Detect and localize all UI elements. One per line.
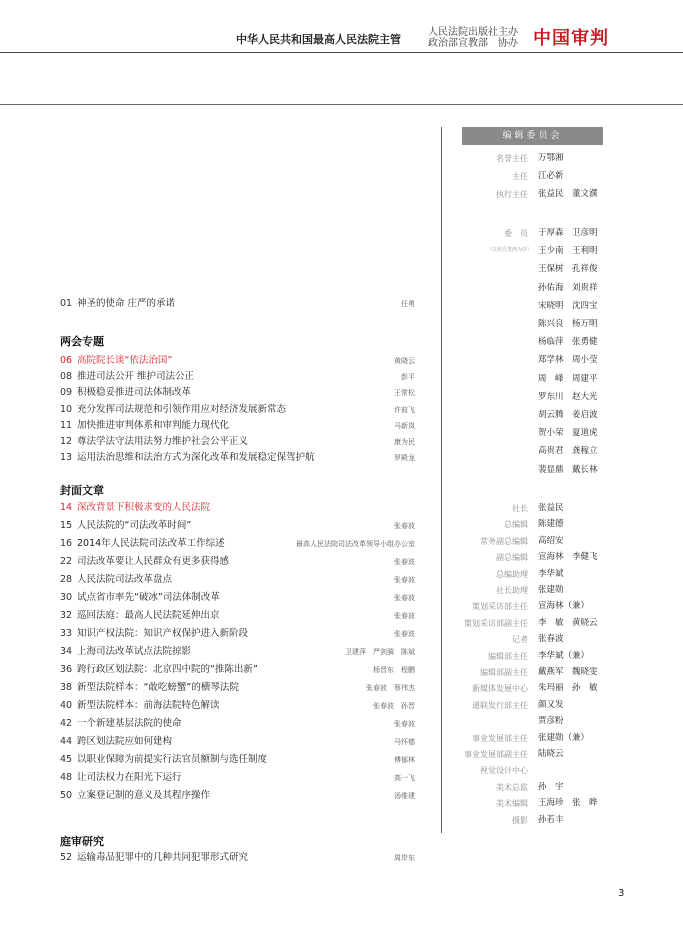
board-names: 胡云腾 姜启波 [538,410,598,420]
board-names: 贺小荣 夏道虎 [538,428,598,439]
toc-entry[interactable] [60,403,415,417]
toc-author: 罗殿龙 [394,454,415,463]
toc-author: 张春波 [394,594,415,602]
toc-title[interactable]: 巡回法庭：最高人民法院延伸出京 [77,610,220,621]
toc-title[interactable]: 试点省市率先“破冰”司法体制改革 [77,592,220,603]
board-role: 委 员 [504,229,528,238]
toc-author: 最高人民法院司法改革领导小组办公室 [296,540,415,548]
toc-entry[interactable] [60,681,415,695]
toc-title[interactable]: 充分发挥司法规范和引领作用应对经济发展新常态 [77,403,287,415]
toc-entry[interactable] [60,573,415,587]
toc-title[interactable]: 人民法院司法改革盘点 [77,574,173,585]
toc-page: 14 [60,502,73,513]
toc-entry[interactable] [60,645,415,659]
toc-entry[interactable] [60,851,415,865]
toc-page: 01 [60,298,73,309]
board-names: 李 敏 黄晓云 [538,617,598,628]
toc-author: 张春波 孙晋 [373,702,415,710]
toc-title[interactable]: 尊法学法守法用法努力维护社会公平正义 [77,436,249,447]
board-role: 美术总监 [496,782,528,792]
toc-page: 34 [60,646,73,657]
section-heading: 封面文章 [60,484,104,497]
board-names: 张益民 董文濮 [538,189,598,199]
toc-title[interactable]: 立案登记制的意义及其程序操作 [77,790,211,801]
board-role: 视觉设计中心 [480,766,528,776]
board-names: 李华斌（兼） [538,650,590,661]
toc-entry[interactable] [60,519,415,533]
toc-page: 13 [60,452,73,464]
toc-entry[interactable] [60,354,415,368]
board-names: 高绍安 [538,535,564,546]
toc-author: 张春波 [394,720,415,728]
board-names: 郑学林 周小莹 [538,355,598,366]
toc-entry[interactable] [60,591,415,605]
toc-entry[interactable] [60,753,415,767]
board-names: 孙佑海 刘贵祥 [538,282,598,293]
board-names: 颜又发 [538,699,564,710]
toc-title[interactable]: 深改背景下积极求变的人民法院 [77,502,211,513]
toc-entry[interactable] [60,297,415,311]
board-role: 常务副总编辑 [480,536,528,546]
board-role: 策划采访部主任 [472,602,528,612]
toc-page: 30 [60,592,73,603]
toc-author: 许前飞 [394,405,415,414]
board-role: 副总编辑 [496,553,528,563]
toc-entry[interactable] [60,735,415,749]
toc-entry[interactable] [60,609,415,623]
toc-title[interactable]: 以职业保障为前提实行法官员额制与选任制度 [77,754,268,765]
toc-entry[interactable] [60,555,415,569]
toc-title[interactable]: 上海司法改革试点法院掠影 [77,646,192,657]
board-role: 事业发展部主任 [472,733,528,743]
toc-author: 杨晋东 程鹏 [373,666,415,674]
board-role: 编辑部主任 [488,651,528,661]
board-names: 张建勋（兼） [538,732,590,743]
toc-entry[interactable] [60,789,415,803]
toc-entry[interactable] [60,699,415,713]
toc-entry[interactable] [60,435,415,449]
toc-entry[interactable] [60,451,415,465]
board-role: 总编助理 [496,569,528,579]
toc-page: 11 [60,419,73,431]
toc-title[interactable]: 新型法院样本：前海法院特色解读 [77,700,220,711]
toc-author: 张春波 [394,630,415,638]
toc-title[interactable]: 新型法院样本：“敢吃螃蟹”的横琴法院 [77,682,239,693]
toc-title[interactable]: 加快推进审判体系和审判能力现代化 [77,419,230,431]
toc-title[interactable]: 神圣的使命 庄严的承诺 [77,298,176,309]
board-names: 陆晓云 [538,749,564,759]
header-divider-2 [0,104,683,105]
toc-entry[interactable] [60,370,415,384]
toc-page: 48 [60,772,73,783]
board-role: 社长助理 [496,586,528,595]
board-role: 记者 [512,635,528,645]
toc-page: 16 [60,538,73,549]
board-names: 高贵君 龚稼立 [538,446,598,457]
board-names: 朱玛丽 孙 敏 [538,683,598,694]
toc-entry[interactable] [60,663,415,677]
board-names: 裴显鼎 戴长林 [538,464,598,475]
toc-page: 38 [60,682,73,693]
toc-author: 黄晓云 [394,357,415,365]
column-divider [441,127,442,833]
toc-page: 44 [60,736,73,747]
publisher-line-2: 政治部宣教部 协办 [428,38,518,49]
toc-author: 王常松 [394,389,415,398]
toc-page: 10 [60,403,73,415]
board-names: 张建勋 [538,585,564,595]
board-names: 王少南 王利明 [538,246,598,257]
sort-note: （以姓氏笔画为序） [487,247,533,253]
board-role: 名誉主任 [496,154,528,163]
toc-entry[interactable] [60,627,415,641]
toc-page: 28 [60,574,73,585]
toc-entry[interactable] [60,771,415,785]
toc-entry[interactable] [60,717,415,731]
toc-page: 06 [60,355,73,366]
header-divider [0,52,683,53]
toc-title[interactable]: 推进司法公开 维护司法公正 [77,371,195,383]
toc-title[interactable]: 知识产权法院：知识产权保护进入新阶段 [77,628,249,639]
toc-entry[interactable] [60,386,415,400]
toc-title[interactable]: 运输毒品犯罪中的几种共同犯罪形式研究 [77,852,249,863]
magazine-logo: 中国审判 [533,28,609,49]
toc-entry[interactable] [60,419,415,433]
board-role: 策划采访部副主任 [464,618,528,628]
toc-page: 32 [60,610,73,621]
board-names: 于厚森 卫彦明 [538,228,598,238]
toc-entry[interactable] [60,501,415,515]
toc-title[interactable]: 司法改革要让人民群众有更多获得感 [77,556,230,567]
section-heading: 庭审研究 [60,835,104,848]
toc-page: 33 [60,628,73,639]
toc-title[interactable]: 人民法院的“司法改革时间” [77,520,192,531]
toc-author: 康为民 [394,438,415,446]
toc-page: 12 [60,436,73,447]
board-names: 张益民 [538,503,564,513]
board-names: 孙 宇 [538,781,564,792]
board-names: 王保树 孔祥俊 [538,264,598,275]
toc-author: 卫建萍 严剑漪 陈斌 [345,648,415,656]
page-number: 3 [618,888,625,899]
toc-title[interactable]: 一个新建基层法院的使命 [77,718,182,729]
board-names: 杨临萍 张勇健 [538,337,598,348]
board-names: 周 峰 周建平 [538,373,598,384]
toc-page: 09 [60,387,73,399]
toc-author: 彭平 [401,373,415,382]
section-heading: 两会专题 [60,335,104,348]
sponsor-line: 中华人民共和国最高人民法院主管 [236,33,401,46]
board-names: 王海珍 张 晔 [538,798,598,809]
toc-author: 马怀德 [394,738,415,746]
editorial-board-title: 编辑委员会 [462,127,603,145]
toc-author: 高一飞 [394,774,415,782]
board-role: 总编辑 [504,520,528,530]
toc-author: 张春波 [394,612,415,620]
toc-page: 08 [60,371,73,383]
board-names: 江必新 [538,171,564,181]
toc-page: 42 [60,718,73,729]
publisher-block [428,27,518,49]
toc-author: 张春波 [394,522,415,530]
toc-title[interactable]: 跨区划法院应如何建构 [77,736,173,747]
toc-title[interactable]: 运用法治思维和法治方式为深化改革和发展稳定保驾护航 [77,452,315,464]
board-role: 事业发展部副主任 [464,750,528,759]
publisher-line-1: 人民法院出版社主办 [428,27,518,38]
toc-page: 15 [60,520,73,531]
toc-page: 45 [60,754,73,765]
toc-title[interactable]: 让司法权力在阳光下运行 [77,772,182,783]
toc-page: 40 [60,700,73,711]
toc-author: 周岸东 [394,854,415,862]
toc-title[interactable]: 2014年人民法院司法改革工作综述 [77,538,225,549]
board-role: 摄影 [512,815,528,825]
board-names: 万鄂湘 [538,153,564,163]
board-role: 新媒体发展中心 [472,684,528,694]
toc-title[interactable]: 跨行政区划法院：北京四中院的“推陈出新” [77,664,258,675]
toc-title[interactable]: 积极稳妥推进司法体制改革 [77,387,192,399]
toc-author: 任勇 [401,300,415,308]
toc-page: 50 [60,790,73,801]
board-names: 宣海林（兼） [538,601,590,612]
toc-page: 52 [60,852,73,863]
board-role: 美术编辑 [496,799,528,809]
toc-page: 36 [60,664,73,675]
board-names: 戴燕军 魏晓雯 [538,667,598,677]
board-names: 李华斌 [538,568,564,579]
toc-author: 张春波 [394,558,415,566]
toc-author: 张春波 蔡伟杰 [366,684,415,692]
board-names: 孙若丰 [538,814,564,825]
toc-page: 22 [60,556,73,567]
board-role: 执行主任 [496,190,528,199]
board-names: 宣海林 李健飞 [538,552,598,563]
board-names: 宋晓明 沈四宝 [538,300,598,311]
board-role: 社长 [512,504,528,513]
board-names: 陈兴良 杨万明 [538,319,598,329]
board-role: 通联发行部主任 [472,700,528,710]
board-names: 张春波 [538,634,564,645]
board-names: 罗东川 赵大光 [538,391,598,402]
toc-author: 马新岚 [394,421,415,430]
board-names: 贾彦粉 [538,716,564,727]
toc-author: 张春波 [394,576,415,584]
toc-author: 汤维建 [394,792,415,800]
toc-title[interactable]: 高院院长谈“依法治国” [77,355,173,366]
board-role: 主任 [512,172,528,181]
board-names: 陈建德 [538,519,564,530]
toc-entry[interactable] [60,537,415,551]
toc-author: 傅郁林 [394,756,415,764]
board-role: 编辑部副主任 [480,668,528,677]
